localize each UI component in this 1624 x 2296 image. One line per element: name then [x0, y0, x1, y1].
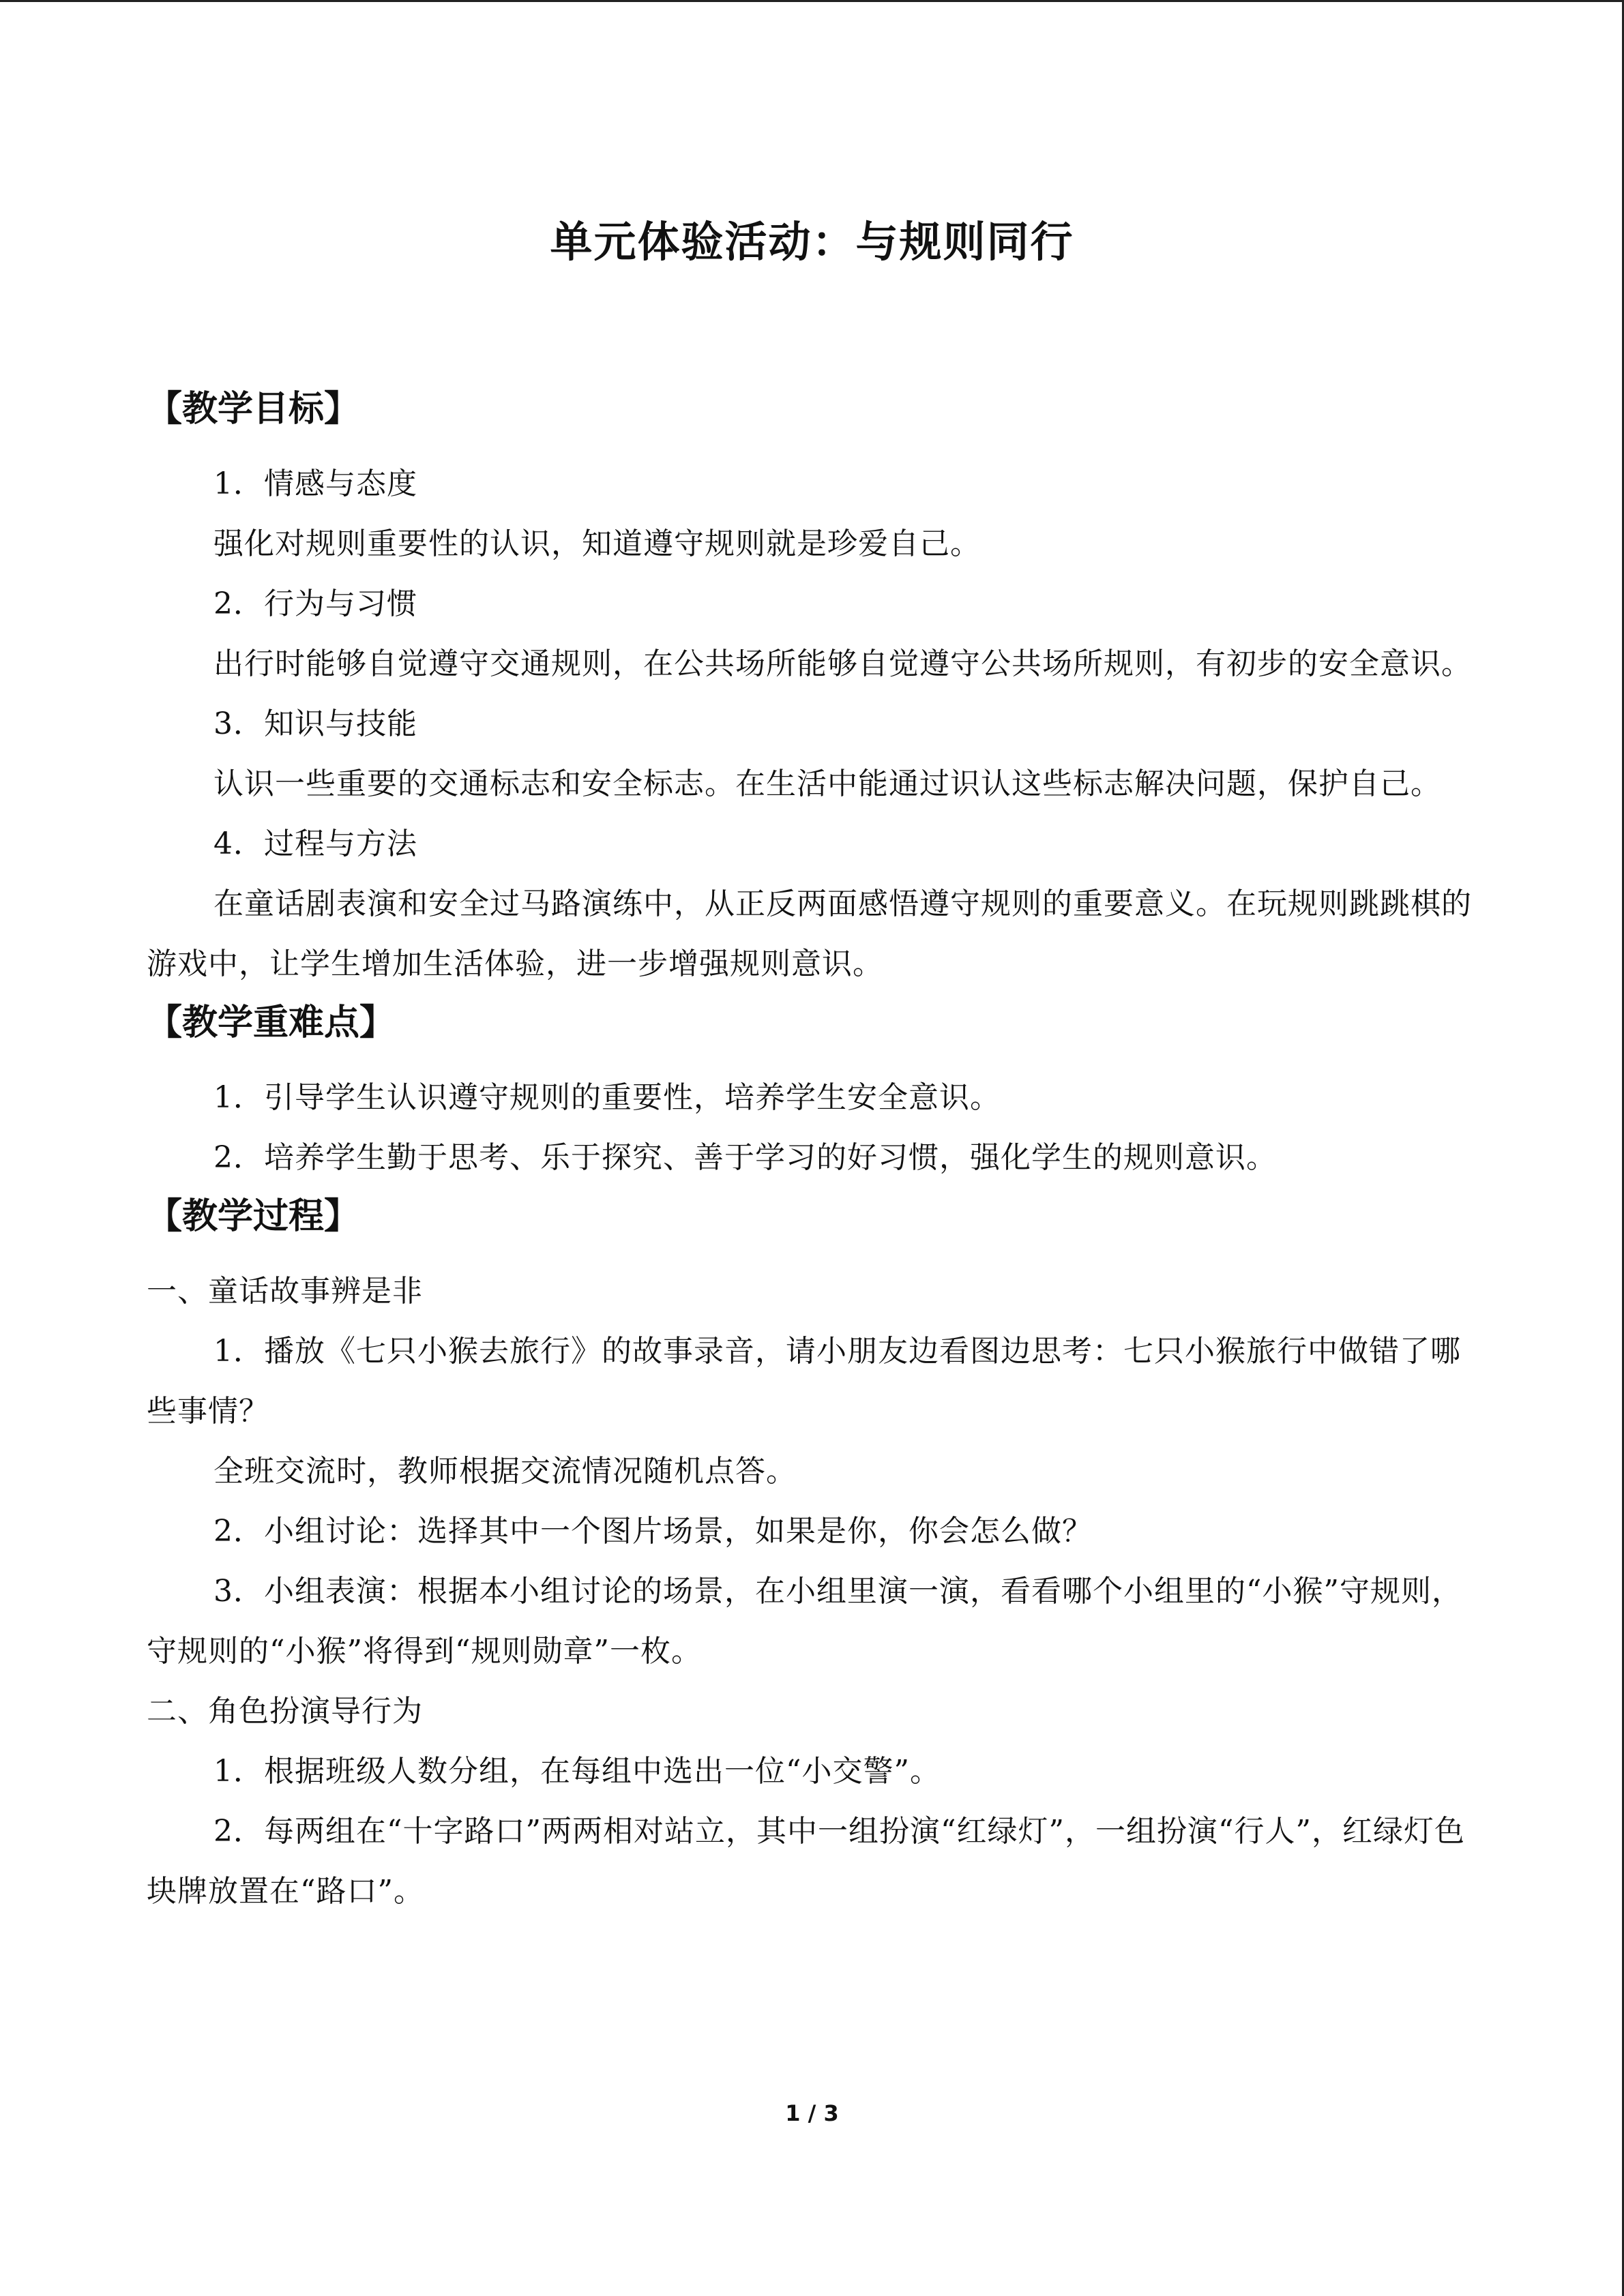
key-point-item: 1．引导学生认识遵守规则的重要性，培养学生安全意识。	[213, 1080, 1001, 1115]
key-point-item: 2．培养学生勤于思考、乐于探究、善于学习的好习惯，强化学生的规则意识。	[213, 1140, 1277, 1175]
objective-subtitle: 2．行为与习惯	[213, 586, 417, 621]
objective-subtitle: 4．过程与方法	[213, 826, 417, 861]
objective-text: 在童话剧表演和安全过马路演练中，从正反两面感悟遵守规则的重要意义。在玩规则跳跳棋的游戏中，让学生增加生活体验，进一步增强规则意识。	[147, 886, 1472, 981]
process-part-title: 一、童话故事辨是非	[147, 1274, 423, 1309]
process-step: 1．根据班级人数分组，在每组中选出一位“小交警”。	[213, 1754, 941, 1789]
process-step: 1．播放《七只小猴去旅行》的故事录音，请小朋友边看图边思考：七只小猴旅行中做错了哪些事情？	[147, 1334, 1461, 1429]
process-part-title: 二、角色扮演导行为	[147, 1694, 423, 1729]
process-step: 全班交流时，教师根据交流情况随机点答。	[213, 1454, 797, 1489]
section-heading-key-points: 【教学重难点】	[147, 1002, 396, 1043]
objective-text: 认识一些重要的交通标志和安全标志。在生活中能通过识认这些标志解决问题，保护自己。	[213, 766, 1441, 801]
section-heading-objectives: 【教学目标】	[147, 389, 360, 430]
section-heading-process: 【教学过程】	[147, 1196, 360, 1237]
objective-text: 强化对规则重要性的认识，知道遵守规则就是珍爱自己。	[213, 526, 981, 561]
process-step: 2．小组讨论：选择其中一个图片场景，如果是你，你会怎么做？	[213, 1514, 1093, 1549]
document-body	[147, 382, 1483, 1922]
objective-subtitle: 1．情感与态度	[213, 466, 417, 501]
page-number: 1 / 3	[785, 2100, 839, 2126]
objective-text: 出行时能够自觉遵守交通规则，在公共场所能够自觉遵守公共场所规则，有初步的安全意识。	[213, 646, 1472, 681]
process-step: 3．小组表演：根据本小组讨论的场景，在小组里演一演，看看哪个小组里的“小猴”守规则，守规则的“小猴”将得到“规则勋章”一枚。	[147, 1574, 1462, 1669]
process-step: 2．每两组在“十字路口”两两相对站立，其中一组扮演“红绿灯”，一组扮演“行人”，红绿灯色块牌放置在“路口”。	[147, 1814, 1465, 1909]
objective-subtitle: 3．知识与技能	[213, 706, 417, 741]
page-title: 单元体验活动：与规则同行	[550, 217, 1074, 267]
